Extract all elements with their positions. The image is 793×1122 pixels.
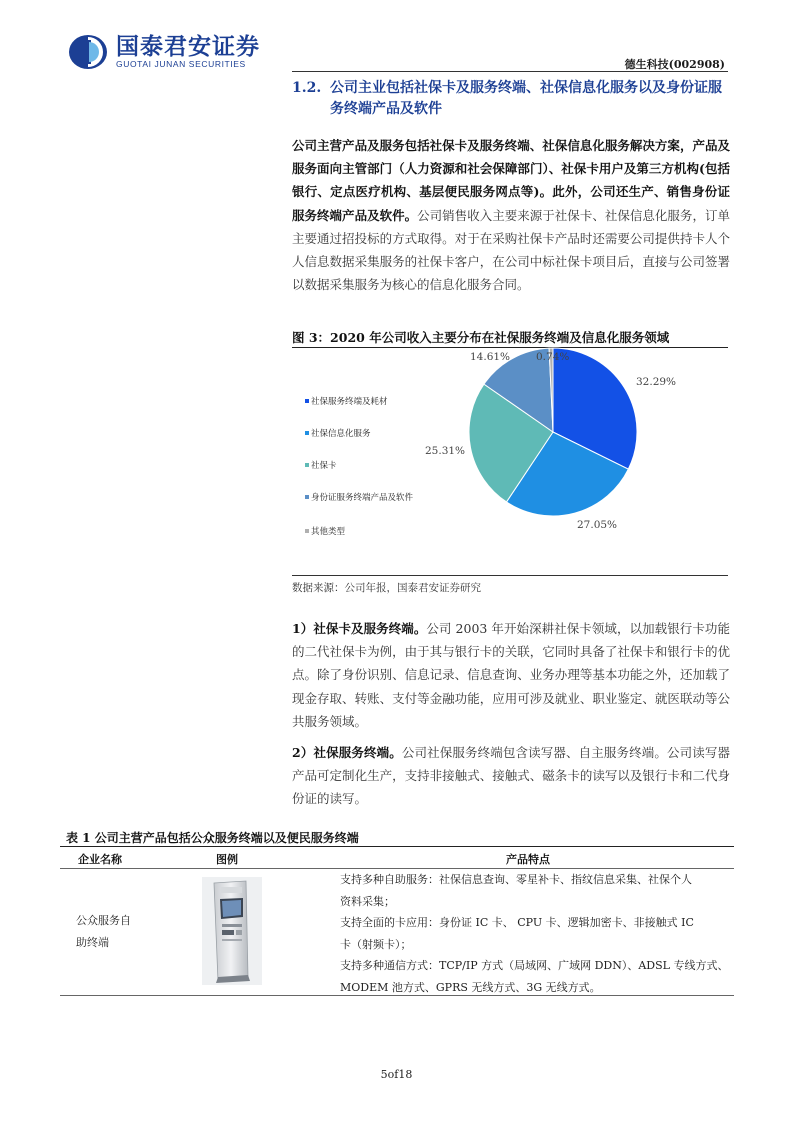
feature-line: 支持多种通信方式：TCP/IP 方式（局域网、广域网 DDN）、ADSL 专线方式、 [340, 959, 729, 972]
guotai-logo-icon [68, 34, 108, 70]
legend-label: 社保服务终端及耗材 [311, 397, 388, 407]
pie-label-2: 25.31% [425, 445, 466, 457]
intro-normal-text: 公司销售收入主要来源于社保卡、社保信息化服务，订单主要通过招投标的方式取得。对于在采购社保卡产品时还需要公司提供持卡人个人信息数据采集服务的社保卡客户，在公司中标社保卡项目后，直接与公司签署以数据采集服务为核心的信息化服务合同。 [292, 207, 730, 293]
feature-line: 卡（射频卡）； [340, 937, 412, 951]
pie-label-1: 27.05% [577, 519, 618, 531]
logo-chinese-name: 国泰君安证券 [116, 34, 260, 60]
para1-bold-text: 1）社保卡及服务终端。 [292, 621, 427, 636]
legend-swatch [305, 399, 309, 403]
pie-label-4: 0.74% [536, 351, 570, 363]
table-name-line: 助终端 [76, 935, 109, 949]
table-title: 表 1 公司主营产品包括公众服务终端以及便民服务终端 [66, 831, 359, 845]
figure-title: 图 3：2020 年公司收入主要分布在社保服务终端及信息化服务领域 [292, 330, 670, 345]
para1-normal-text: 公司 2003 年开始深耕社保卡领域，以加载银行卡功能的二代社保卡为例，由于其与银行卡的关联，它同时具备了社保卡和银行卡的优点。除了身份识别、信息记录、信息查询、业务办理等基本功能之外，还加载了现金存取、转账、支付等金融功能，应用可涉及就业、职业鉴定、就医联动等公共服务领域。 [292, 621, 730, 729]
legend-item-4 [311, 526, 431, 538]
table-name-line: 公众服务自 [76, 914, 131, 927]
legend-label: 社保卡 [311, 461, 337, 471]
para2-bold-text: 2）社保服务终端。 [292, 745, 402, 760]
legend-swatch [305, 463, 309, 467]
logo-english-name: GUOTAI JUNAN SECURITIES [116, 59, 246, 69]
table-header-image: 图例 [216, 853, 238, 866]
self-service-kiosk-image [200, 877, 264, 985]
page-number: 5of18 [380, 1068, 413, 1081]
table-bottom-rule [60, 995, 734, 996]
intro-bold-text: 公司主营产品及服务包括社保卡及服务终端、社保信息化服务解决方案，产品及服务面向主管部门（人力资源和社会保障部门）、社保卡用户及第三方机构(包括银行、定点医疗机构、基层便民服务网点等)。此外，公司还生产、销售身份证服务终端产品及软件。 [292, 138, 730, 223]
intro-paragraph [292, 134, 730, 296]
legend-item-2 [311, 460, 431, 472]
legend-label: 社保信息化服务 [311, 429, 371, 439]
legend-item-0 [311, 396, 431, 408]
legend-swatch [305, 431, 309, 435]
pie-label-0: 32.29% [636, 376, 677, 388]
table-cell-features [340, 869, 728, 998]
stock-label: 德生科技(002908) [624, 58, 725, 71]
feature-line: 支持多种自助服务：社保信息查询、零星补卡、指纹信息采集、社保个人 [340, 873, 692, 886]
feature-line: 支持全面的卡应用：身份证 IC 卡、 CPU 卡、逻辑加密卡、非接触式 IC [340, 916, 694, 929]
header-rule [292, 71, 728, 72]
legend-item-1 [311, 428, 431, 440]
figure-bottom-rule [292, 575, 728, 576]
table-top-rule [60, 846, 734, 847]
para2-normal-text: 公司社保服务终端包含读写器、自主服务终端。公司读写器产品可定制化生产，支持非接触式、接触式、磁条卡的读写以及银行卡和二代身份证的读写。 [292, 745, 730, 807]
company-logo [68, 34, 260, 70]
paragraph-social-card [292, 617, 730, 733]
legend-label: 身份证服务终端产品及软件 [311, 493, 414, 503]
legend-label: 其他类型 [311, 527, 346, 537]
section-number: 1.2. [292, 80, 322, 96]
feature-line: 资料采集； [340, 894, 395, 908]
legend-swatch [305, 529, 309, 533]
paragraph-service-terminal [292, 741, 730, 811]
revenue-pie-chart [466, 345, 646, 525]
legend-swatch [305, 495, 309, 499]
section-title: 公司主业包括社保卡及服务终端、社保信息化服务以及身份证服务终端产品及软件 [330, 80, 722, 117]
table-header-features: 产品特点 [506, 853, 550, 866]
pie-label-3: 14.61% [470, 351, 511, 363]
legend-item-3 [311, 492, 423, 504]
feature-line: MODEM 池方式、GPRS 无线方式、3G 无线方式。 [340, 980, 601, 994]
table-cell-name [76, 910, 131, 953]
table-header-company: 企业名称 [78, 853, 122, 866]
figure-source: 数据来源：公司年报，国泰君安证券研究 [292, 582, 481, 594]
